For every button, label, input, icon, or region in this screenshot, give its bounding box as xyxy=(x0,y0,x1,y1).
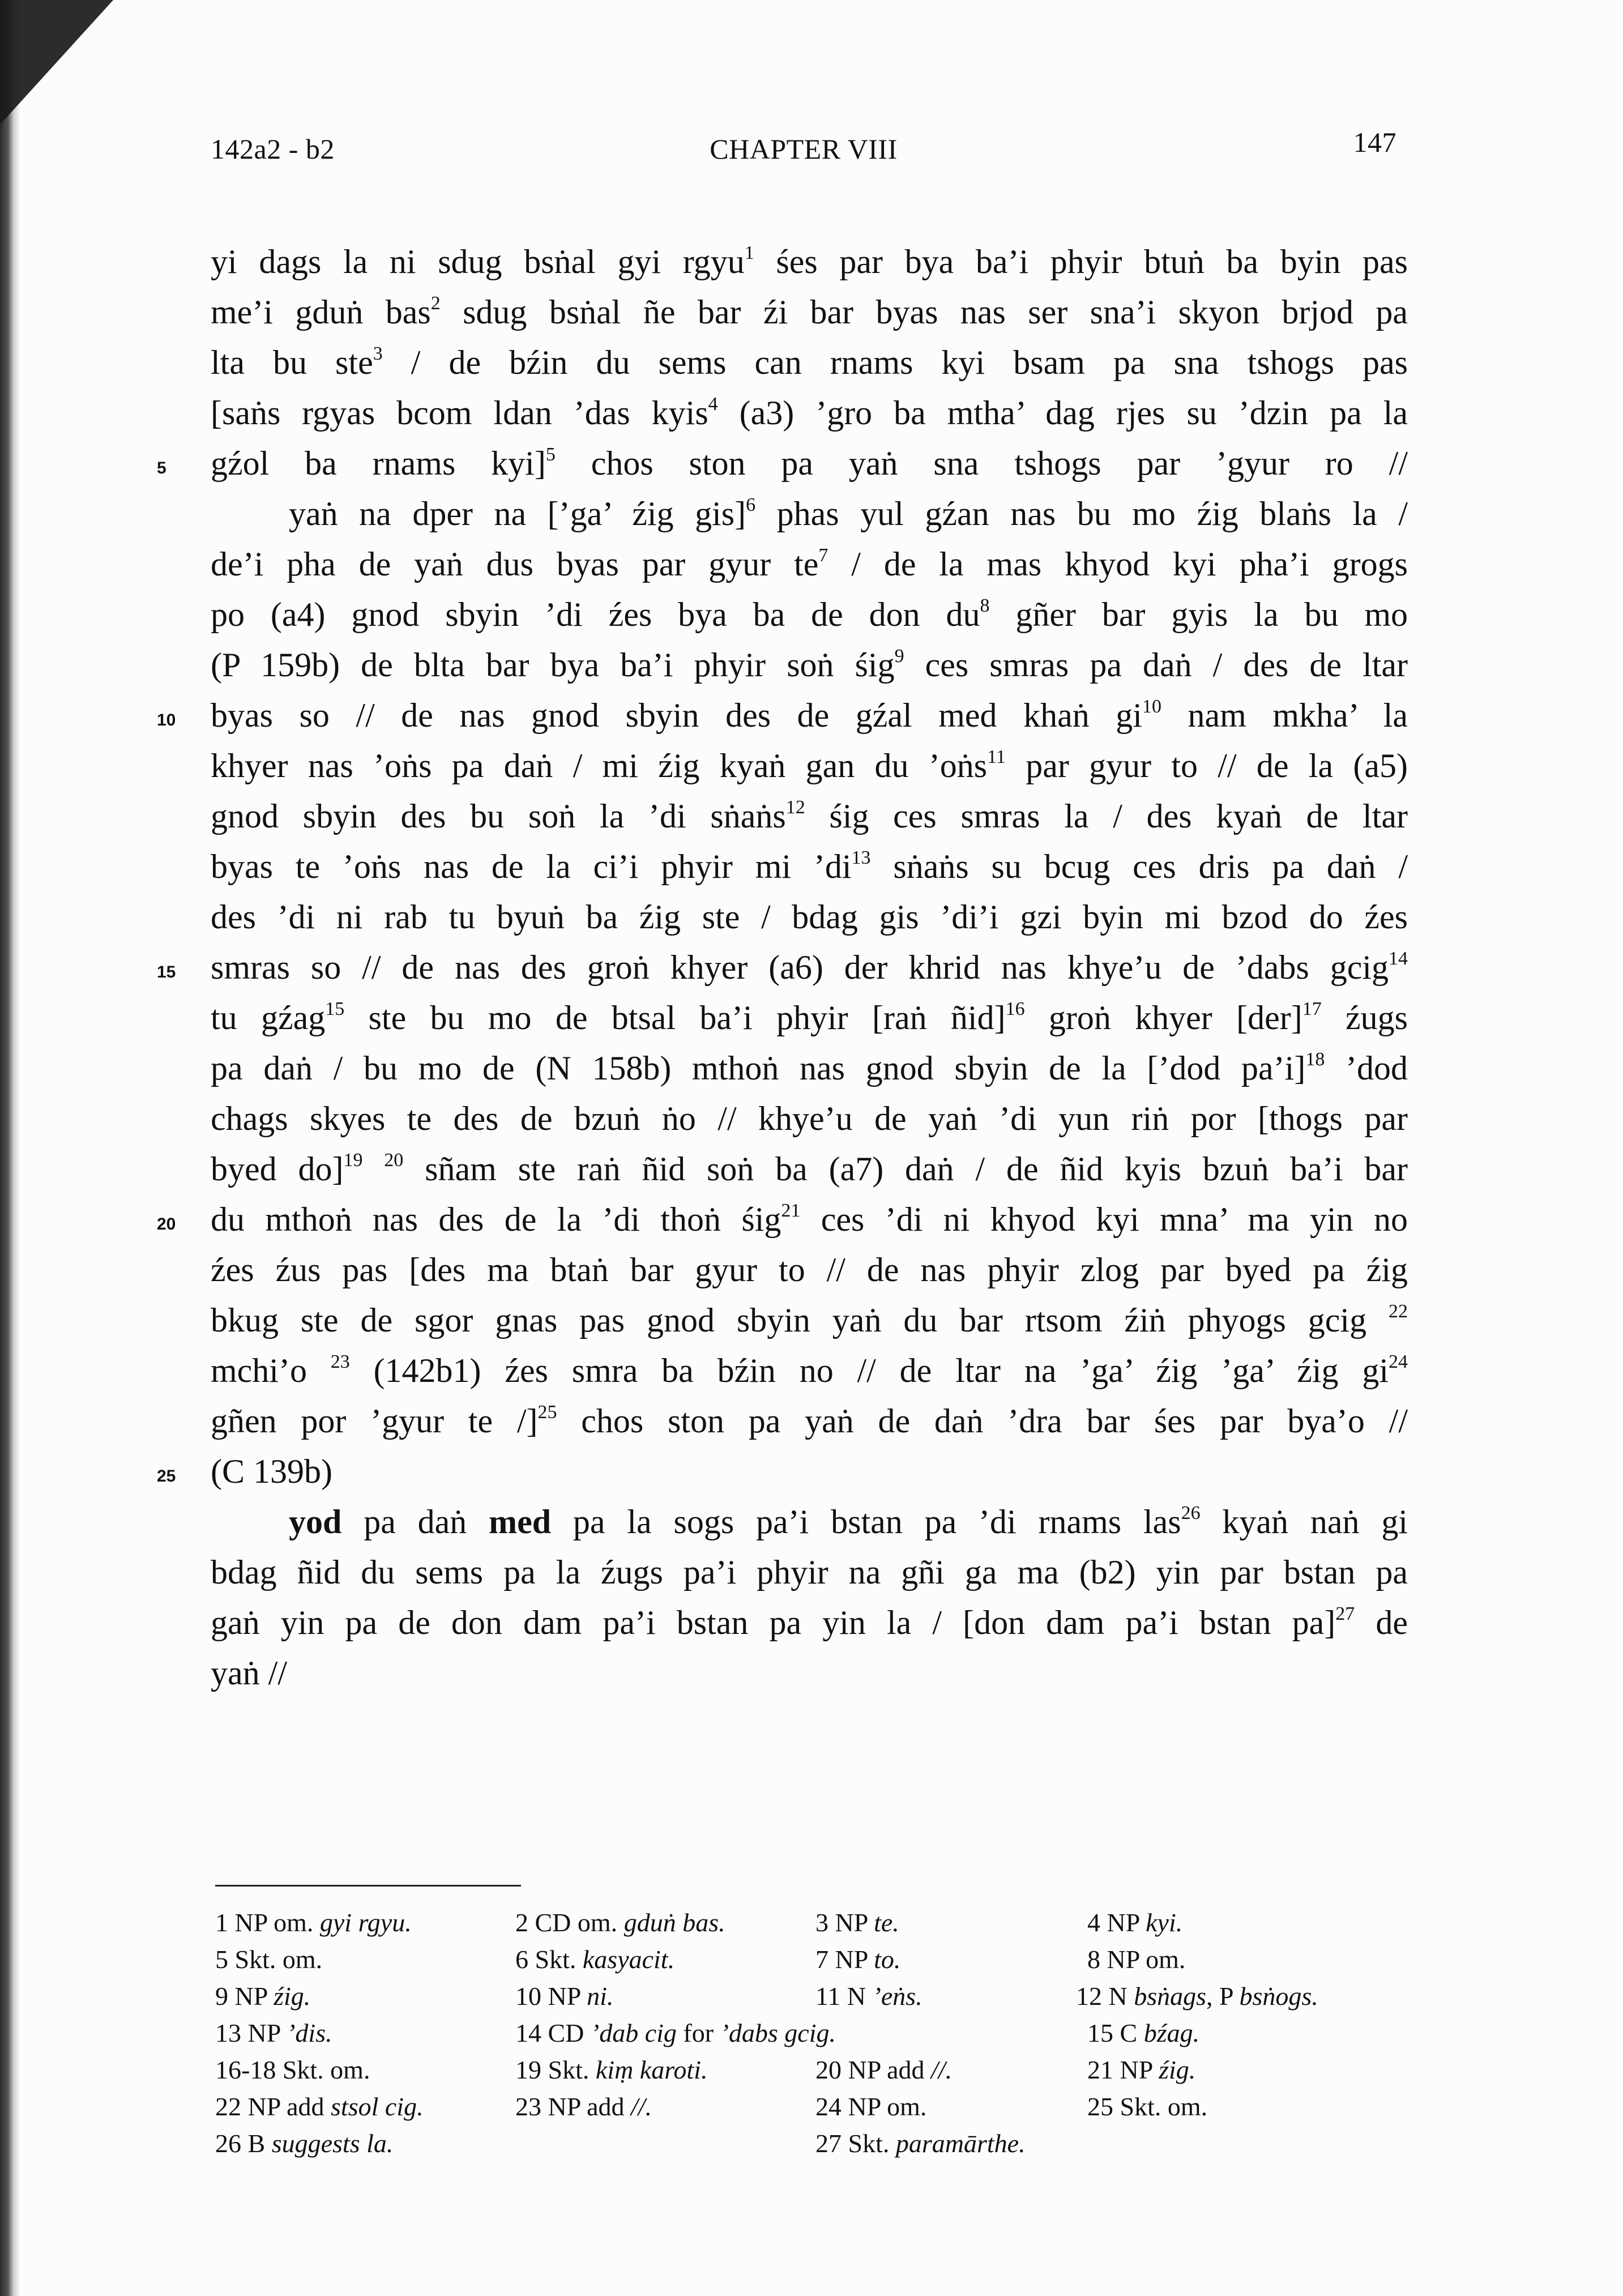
text-line: byas te ’oṅs nas de la ci’i phyir mi $’di^{13}$ sṅaṅs su bcug ces dris pa daṅ / xyxy=(211,847,1408,885)
line-number: 5 xyxy=(157,459,166,477)
text-line: du mthoṅ nas des de la ’di thoṅ śig$^{21}$ ces ’di ni khyod kyi mna’ ma yin no 20 xyxy=(211,1194,1408,1245)
footnote-row xyxy=(215,2015,1416,2051)
text-line: bdag ñid du sems pa la źugs pa’i phyir na gñi ga ma (b2) yin par bstan pa xyxy=(211,1554,1408,1591)
text-line: de’i pha de yaṅ dus byas par gyur $te^7$ / de la mas khyod kyi pha’i grogs xyxy=(211,545,1408,583)
footnote: 27 Skt. paramārthe. xyxy=(815,2129,1026,2158)
footnote: 25 Skt. om. xyxy=(1087,2092,1208,2121)
text-line: [saṅs rgyas bcom ldan ’das kyis$^4$ (a3) ’gro ba mtha’ dag rjes su ’dzin pa la xyxy=(211,394,1408,432)
footnote-row xyxy=(215,1978,1416,2015)
footnote-rule xyxy=(215,1885,521,1887)
text-line: tu gźag$^{15}$ ste bu mo de btsal ba’i phyir [raṅ ñid]$^{16}$ groṅ khyer [der]$^{17}$ źugs xyxy=(211,998,1408,1036)
main-text xyxy=(157,237,1408,1698)
text-line: yaṅ // xyxy=(211,1654,287,1692)
text-line: gźol ba rnams kyi]$^5$ chos ston pa yaṅ sna tshogs par ’gyur ro // 5 xyxy=(211,438,1408,489)
text-line: pa daṅ / bu mo de (N 158b) mthoṅ nas gnod sbyin de la [’dod pa’i]$^{18}$ ’dod xyxy=(211,1049,1408,1087)
footnote-row xyxy=(215,2125,1416,2162)
footnote: 11 N ’eṅs. xyxy=(815,1982,922,2011)
scan-edge-shadow xyxy=(0,0,20,2296)
text-line: smras so // de nas des groṅ khyer (a6) der khrid nas khye’u de ’dabs gcig$^{14}$ 15 xyxy=(211,942,1408,993)
page-number: 147 xyxy=(1353,126,1396,158)
text-line: lta bu ste$^3$ / de bźin du sems can rnams kyi bsam pa sna tshogs pas xyxy=(211,343,1408,381)
text-line: bkug ste de sgor gnas pas gnod sbyin yaṅ du bar rtsom źiṅ phyogs gcig $^{22}$ xyxy=(211,1301,1408,1339)
folio-reference: 142a2 - b2 xyxy=(211,133,335,165)
footnote-row xyxy=(215,2088,1416,2125)
text-line: gnod sbyin des bu soṅ la ’di sṅaṅs$^{12}$ śig ces smras la / des kyaṅ de ltar xyxy=(211,797,1408,835)
footnote: 14 CD ’dab cig for ’dabs gcig. xyxy=(515,2018,836,2047)
text-line: po (a4) gnod sbyin ’di źes bya ba de don $du^8$ gñer bar gyis la bu mo xyxy=(211,595,1408,633)
text-line: yaṅ na dper na [’ga’ źig gis]$^6$ phas yul gźan nas bu mo źig blaṅs la / xyxy=(289,494,1408,532)
text-line: khyer nas ’oṅs pa daṅ / mi źig kyaṅ gan du ’oṅs$^{11}$ par gyur to // de la (a5) xyxy=(211,746,1408,784)
line-number: 25 xyxy=(157,1467,176,1486)
footnote-row xyxy=(215,2051,1416,2088)
footnote: 8 NP om. xyxy=(1087,1945,1186,1974)
footnote: 7 NP to. xyxy=(815,1945,901,1974)
footnote: 15 C bźag. xyxy=(1087,2018,1200,2047)
footnote: 2 CD om. gduṅ bas. xyxy=(515,1908,725,1937)
footnote: 23 NP add //. xyxy=(515,2092,652,2121)
footnote: 20 NP add //. xyxy=(815,2055,953,2084)
text-line: yi dags la ni sdug bsṅal gyi rgyu$^1$ śes par bya ba’i phyir btuṅ ba byin pas xyxy=(211,242,1408,280)
text-line: (C 139b) 25 xyxy=(211,1446,1408,1497)
line-number: 10 xyxy=(157,711,176,729)
running-header xyxy=(211,126,1396,171)
footnote: 26 B suggests la. xyxy=(215,2129,394,2158)
footnote: 5 Skt. om. xyxy=(215,1945,323,1974)
footnote: 21 NP źig. xyxy=(1087,2055,1196,2084)
footnote: 3 NP te. xyxy=(815,1908,899,1937)
text-line: yod pa daṅ med pa la sogs pa’i bstan pa ’di rnams las$^{26}$ kyaṅ naṅ gi xyxy=(289,1503,1408,1540)
text-line: źes źus pas [des ma btaṅ bar gyur to // de nas phyir zlog par byed pa źig xyxy=(211,1251,1408,1288)
line-number: 20 xyxy=(157,1215,176,1234)
scan-corner-shadow xyxy=(0,0,113,125)
footnote: 12 N bsṅags, P bsṅogs. xyxy=(1076,1982,1318,2011)
footnote: 13 NP ’dis. xyxy=(215,2018,332,2047)
footnote: 19 Skt. kiṃ karoti. xyxy=(515,2055,708,2084)
footnote: 10 NP ni. xyxy=(515,1982,614,2011)
text-line: mchi’o $^{23}$ (142b1) źes smra ba bźin no // de ltar na ’ga’ źig ’ga’ źig $gi^{24}$ xyxy=(211,1351,1408,1389)
chapter-title: CHAPTER VIII xyxy=(710,133,898,165)
footnote: 22 NP add stsol cig. xyxy=(215,2092,424,2121)
footnote-row xyxy=(215,1941,1416,1978)
text-line: me’i gduṅ bas$^2$ sdug bsṅal ñe bar źi bar byas nas ser sna’i skyon brjod pa xyxy=(211,293,1408,331)
text-line: byas so // de nas gnod sbyin des de gźal med khaṅ $gi^{10}$ nam mkha’ la 10 xyxy=(211,690,1408,741)
footnotes xyxy=(215,1904,1416,2162)
footnote: 6 Skt. kasyacit. xyxy=(515,1945,675,1974)
text-line: byed do]$^{19}$ $^{20}$ sñam ste raṅ ñid soṅ ba (a7) daṅ / de ñid kyis bzuṅ ba’i bar xyxy=(211,1150,1408,1188)
footnote: 16-18 Skt. om. xyxy=(215,2055,370,2084)
text-line: des ’di ni rab tu byuṅ ba źig ste / bdag gis ’di’i gzi byin mi bzod do źes xyxy=(211,898,1408,936)
text-line: gñen por ’gyur te /]$^{25}$ chos ston pa yaṅ de daṅ ’dra bar śes par bya’o // xyxy=(211,1402,1408,1440)
footnote: 24 NP om. xyxy=(815,2092,927,2121)
footnote-row xyxy=(215,1904,1416,1941)
text-line: chags skyes te des de bzuṅ ṅo // khye’u de yaṅ ’di yun riṅ por [thogs par xyxy=(211,1100,1408,1137)
text-line: gaṅ yin pa de don dam pa’i bstan pa yin la / [don dam pa’i bstan pa]$^{27}$ de xyxy=(211,1603,1408,1641)
footnote: 1 NP om. gyi rgyu. xyxy=(215,1908,412,1937)
footnote: 9 NP źig. xyxy=(215,1982,311,2011)
footnote: 4 NP kyi. xyxy=(1087,1908,1183,1937)
text-line: (P 159b) de blta bar bya ba’i phyir soṅ śig$^9$ ces smras pa daṅ / des de ltar xyxy=(211,646,1408,684)
line-number: 15 xyxy=(157,963,176,981)
